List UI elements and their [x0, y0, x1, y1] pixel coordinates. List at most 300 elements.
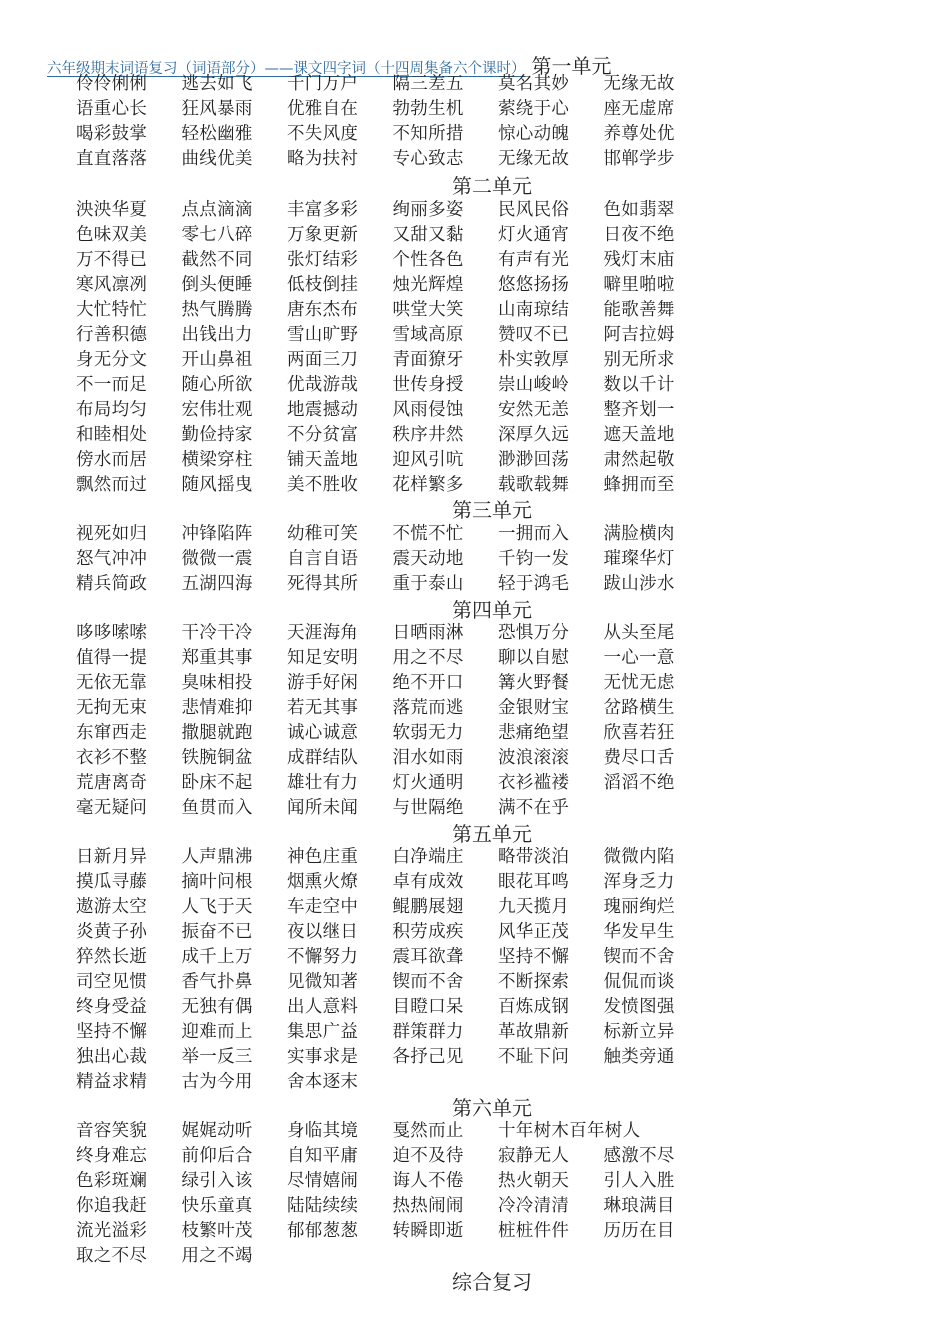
word-item: 不断探索 [498, 972, 570, 992]
word-item: 热气腾腾 [181, 300, 253, 320]
word-item: 低枝倒挂 [287, 275, 359, 295]
word-item: 浑身乏力 [603, 872, 675, 892]
word-item: 若无其事 [287, 698, 359, 718]
word-item: 从头至尾 [603, 623, 675, 643]
word-item: 枝繁叶茂 [181, 1221, 253, 1241]
word-item: 重于泰山 [392, 574, 464, 594]
word-item: 悲情难抑 [181, 698, 253, 718]
word-item: 日晒雨淋 [392, 623, 464, 643]
word-item [604, 1070, 710, 1095]
word-item: 截然不同 [181, 250, 253, 270]
word-item: 哆哆嗦嗦 [76, 623, 148, 643]
word-item: 华发早生 [603, 922, 675, 942]
word-item: 篝火野餐 [498, 673, 570, 693]
word-item: 衣衫不整 [76, 748, 148, 768]
word-item: 铁腕铜盆 [181, 748, 253, 768]
word-item: 赞叹不已 [498, 325, 570, 345]
word-item: 恐惧万分 [498, 623, 570, 643]
word-item: 积劳成疾 [392, 922, 464, 942]
word-item: 无忧无虑 [603, 673, 675, 693]
word-item: 震天动地 [392, 549, 464, 569]
word-item: 无独有偶 [181, 997, 253, 1017]
word-item: 历历在目 [603, 1221, 675, 1241]
word-item: 流光溢彩 [76, 1221, 148, 1241]
word-row [76, 572, 709, 597]
word-item: 轻松幽雅 [181, 124, 253, 144]
word-item: 郑重其事 [181, 648, 253, 668]
word-item: 布局均匀 [76, 400, 148, 420]
word-item: 微微内陷 [603, 847, 675, 867]
word-item: 地震撼动 [287, 400, 359, 420]
word-item: 万象更新 [287, 225, 359, 245]
unit-1-word-grid [76, 72, 709, 172]
word-item [393, 1244, 499, 1269]
word-item: 十年树木百年树人 [498, 1121, 641, 1141]
word-item: 热火朝天 [498, 1171, 570, 1191]
word-item: 满不在乎 [498, 798, 570, 818]
word-item: 毫无疑问 [76, 798, 148, 818]
word-item: 万不得已 [76, 250, 148, 270]
word-row [76, 895, 709, 920]
word-item [498, 1070, 604, 1095]
word-item: 绿引入该 [181, 1171, 253, 1191]
word-item: 逃去如飞 [181, 74, 253, 94]
word-item: 无缘无故 [603, 74, 675, 94]
word-item: 香气扑鼻 [181, 972, 253, 992]
word-item: 精益求精 [76, 1072, 148, 1092]
word-row [76, 223, 709, 248]
word-item: 宏伟壮观 [181, 400, 253, 420]
word-item: 绚丽多姿 [392, 200, 464, 220]
word-item: 傍水而居 [76, 450, 148, 470]
word-item: 又甜又黏 [392, 225, 464, 245]
word-row [76, 398, 709, 423]
word-item: 快乐童真 [181, 1196, 253, 1216]
word-item: 座无虚席 [603, 99, 675, 119]
word-item: 渺渺回荡 [498, 450, 570, 470]
word-item: 一心一意 [603, 648, 675, 668]
word-item: 曲线优美 [181, 149, 253, 169]
word-item: 游手好闲 [287, 673, 359, 693]
word-item: 铺天盖地 [287, 450, 359, 470]
word-item: 别无所求 [603, 350, 675, 370]
word-item: 无依无靠 [76, 673, 148, 693]
word-item: 引人入胜 [603, 1171, 675, 1191]
word-item: 倒头便睡 [181, 275, 253, 295]
word-item: 臭味相投 [181, 673, 253, 693]
word-item: 噼里啪啦 [603, 275, 675, 295]
word-item: 桩桩件件 [498, 1221, 570, 1241]
unit-5-word-grid [76, 845, 709, 1095]
word-item: 岔路横生 [603, 698, 675, 718]
word-item: 悲痛绝望 [498, 723, 570, 743]
unit-heading-4: 第四单元 [452, 598, 532, 622]
word-row [76, 348, 709, 373]
word-item: 不分贫富 [287, 425, 359, 445]
word-item: 标新立异 [603, 1022, 675, 1042]
word-item: 身临其境 [287, 1121, 359, 1141]
unit-2-word-grid [76, 198, 709, 498]
word-item: 群策群力 [392, 1022, 464, 1042]
word-item: 日夜不绝 [603, 225, 675, 245]
word-item: 九天揽月 [498, 897, 570, 917]
word-item: 崇山峻岭 [498, 375, 570, 395]
word-row [76, 1020, 709, 1045]
word-item: 日新月异 [76, 847, 148, 867]
word-item: 跋山涉水 [603, 574, 675, 594]
word-item: 成群结队 [287, 748, 359, 768]
word-item: 一拥而入 [498, 524, 570, 544]
word-item: 波浪滚滚 [498, 748, 570, 768]
word-item: 转瞬即逝 [392, 1221, 464, 1241]
word-row [76, 945, 709, 970]
word-item: 悠悠扬扬 [498, 275, 570, 295]
word-item: 触类旁通 [603, 1047, 675, 1067]
unit-heading-1: 第一单元 [531, 54, 612, 78]
word-item: 能歌善舞 [603, 300, 675, 320]
unit-heading-3: 第三单元 [452, 498, 532, 522]
word-item: 白净端庄 [392, 847, 464, 867]
word-item: 身无分文 [76, 350, 148, 370]
word-item: 千钧一发 [498, 549, 570, 569]
word-row [76, 423, 709, 448]
word-item: 用之不尽 [392, 648, 464, 668]
word-item: 五湖四海 [181, 574, 253, 594]
unit-heading-6: 第六单元 [452, 1096, 532, 1120]
word-item: 秩序井然 [392, 425, 464, 445]
word-item: 泱泱华夏 [76, 200, 148, 220]
word-item: 不失风度 [287, 124, 359, 144]
unit-6-word-grid [76, 1119, 709, 1269]
word-item: 古为今用 [181, 1072, 253, 1092]
word-item: 实事求是 [287, 1047, 359, 1067]
word-item: 隔三差五 [392, 74, 464, 94]
word-item: 雪山旷野 [287, 325, 359, 345]
word-row [76, 122, 709, 147]
word-row [76, 97, 709, 122]
word-item: 伶伶俐俐 [76, 74, 148, 94]
word-item: 不懈努力 [287, 947, 359, 967]
word-item: 震耳欲聋 [392, 947, 464, 967]
word-item: 费尽口舌 [603, 748, 675, 768]
word-item: 你追我赶 [76, 1196, 148, 1216]
word-item: 勤俭持家 [181, 425, 253, 445]
word-row [76, 970, 709, 995]
unit-3-word-grid [76, 522, 709, 597]
word-item: 眼花耳鸣 [498, 872, 570, 892]
word-item: 戛然而止 [392, 1121, 464, 1141]
word-row [76, 696, 709, 721]
word-item [604, 1244, 710, 1269]
word-row [76, 373, 709, 398]
word-item: 与世隔绝 [392, 798, 464, 818]
word-item: 喝彩鼓掌 [76, 124, 148, 144]
word-item: 专心致志 [392, 149, 464, 169]
word-item: 独出心裁 [76, 1047, 148, 1067]
word-item: 干冷干冷 [181, 623, 253, 643]
word-item: 天涯海角 [287, 623, 359, 643]
word-item: 卧床不起 [181, 773, 253, 793]
word-item: 青面獠牙 [392, 350, 464, 370]
word-item: 直直落落 [76, 149, 148, 169]
word-item: 色如翡翠 [603, 200, 675, 220]
word-item: 百炼成钢 [498, 997, 570, 1017]
word-item: 各抒己见 [392, 1047, 464, 1067]
word-row [76, 547, 709, 572]
word-item: 出人意料 [287, 997, 359, 1017]
word-item: 金银财宝 [498, 698, 570, 718]
word-item: 萦绕于心 [498, 99, 570, 119]
word-item: 滔滔不绝 [603, 773, 675, 793]
word-item: 炎黄子孙 [76, 922, 148, 942]
word-item: 千门万户 [287, 74, 359, 94]
word-item: 色味双美 [76, 225, 148, 245]
word-item: 轻于鸿毛 [498, 574, 570, 594]
word-item: 泪水如雨 [392, 748, 464, 768]
word-item: 怒气冲冲 [76, 549, 148, 569]
word-item: 不耻下问 [498, 1047, 570, 1067]
word-item [393, 1070, 499, 1095]
word-item: 东窜西走 [76, 723, 148, 743]
word-item: 飘然而过 [76, 475, 148, 495]
word-row [76, 995, 709, 1020]
word-item: 迫不及待 [392, 1146, 464, 1166]
word-item: 闻所未闻 [287, 798, 359, 818]
word-item: 舍本逐末 [287, 1072, 359, 1092]
unit-4-word-grid [76, 621, 709, 821]
word-item: 寂静无人 [498, 1146, 570, 1166]
word-item: 风雨侵蚀 [392, 400, 464, 420]
word-item: 灯火通明 [392, 773, 464, 793]
word-item: 鲲鹏展翅 [392, 897, 464, 917]
word-row [76, 1070, 709, 1095]
word-item: 民风民俗 [498, 200, 570, 220]
word-item: 和睦相处 [76, 425, 148, 445]
word-item: 猝然长逝 [76, 947, 148, 967]
word-item: 陆陆续续 [287, 1196, 359, 1216]
word-row [76, 72, 709, 97]
word-item: 见微知著 [287, 972, 359, 992]
word-item: 烛光辉煌 [392, 275, 464, 295]
word-item: 随风摇曳 [181, 475, 253, 495]
word-row [76, 198, 709, 223]
word-item: 美不胜收 [287, 475, 359, 495]
word-row [76, 473, 709, 498]
word-item: 优雅自在 [287, 99, 359, 119]
word-item: 振奋不已 [181, 922, 253, 942]
word-item: 撒腿就跑 [181, 723, 253, 743]
word-item: 不慌不忙 [392, 524, 464, 544]
word-item: 两面三刀 [287, 350, 359, 370]
word-item: 坚持不懈 [498, 947, 570, 967]
word-item: 精兵简政 [76, 574, 148, 594]
word-item: 深厚久远 [498, 425, 570, 445]
word-item: 灯火通宵 [498, 225, 570, 245]
word-item: 革故鼎新 [498, 1022, 570, 1042]
word-item: 出钱出力 [181, 325, 253, 345]
word-item: 花样繁多 [392, 475, 464, 495]
word-item [498, 1244, 604, 1269]
word-item: 坚持不懈 [76, 1022, 148, 1042]
word-item: 知足安明 [287, 648, 359, 668]
word-row [76, 870, 709, 895]
word-item: 自知平庸 [287, 1146, 359, 1166]
word-item: 大忙特忙 [76, 300, 148, 320]
word-item: 雪域高原 [392, 325, 464, 345]
word-item: 朴实敦厚 [498, 350, 570, 370]
word-item: 横梁穿柱 [181, 450, 253, 470]
word-item: 莫名其妙 [498, 74, 570, 94]
word-item: 略带淡泊 [498, 847, 570, 867]
word-item: 热热闹闹 [392, 1196, 464, 1216]
word-item: 娓娓动听 [181, 1121, 253, 1141]
word-row [76, 721, 709, 746]
word-item: 取之不尽 [76, 1246, 148, 1266]
word-item: 丰富多彩 [287, 200, 359, 220]
word-item: 死得其所 [287, 574, 359, 594]
word-item: 侃侃而谈 [603, 972, 675, 992]
word-item: 感激不尽 [603, 1146, 675, 1166]
word-item: 终身难忘 [76, 1146, 148, 1166]
word-item: 惊心动魄 [498, 124, 570, 144]
word-item: 略为扶衬 [287, 149, 359, 169]
word-row [76, 796, 709, 821]
word-item: 鱼贯而入 [181, 798, 253, 818]
word-item: 车走空中 [287, 897, 359, 917]
word-item: 无缘无故 [498, 149, 570, 169]
word-item: 用之不竭 [181, 1246, 253, 1266]
unit-heading-2: 第二单元 [452, 174, 532, 198]
word-row [76, 1219, 709, 1244]
word-item: 微微一震 [181, 549, 253, 569]
word-row [76, 1045, 709, 1070]
word-item: 目瞪口呆 [392, 997, 464, 1017]
word-item: 点点滴滴 [181, 200, 253, 220]
word-item: 幼稚可笑 [287, 524, 359, 544]
word-item: 哄堂大笑 [392, 300, 464, 320]
word-item: 人声鼎沸 [181, 847, 253, 867]
word-item: 摸瓜寻藤 [76, 872, 148, 892]
word-item: 开山鼻祖 [181, 350, 253, 370]
word-item: 锲而不舍 [392, 972, 464, 992]
word-row [76, 845, 709, 870]
word-item: 举一反三 [181, 1047, 253, 1067]
word-item: 卓有成效 [392, 872, 464, 892]
word-item: 落荒而逃 [392, 698, 464, 718]
word-item: 雄壮有力 [287, 773, 359, 793]
word-item: 优哉游哉 [287, 375, 359, 395]
word-row [76, 1119, 709, 1144]
word-item: 唐东杰布 [287, 300, 359, 320]
word-item: 邯郸学步 [603, 149, 675, 169]
word-row [76, 448, 709, 473]
word-item: 夜以继日 [287, 922, 359, 942]
word-item: 残灯末庙 [603, 250, 675, 270]
word-item: 风华正茂 [498, 922, 570, 942]
word-item: 勃勃生机 [392, 99, 464, 119]
word-item: 绝不开口 [392, 673, 464, 693]
word-item: 衣衫褴褛 [498, 773, 570, 793]
word-item: 无拘无束 [76, 698, 148, 718]
word-item: 零七八碎 [181, 225, 253, 245]
word-item: 个性各色 [392, 250, 464, 270]
word-row [76, 147, 709, 172]
word-item: 音容笑貌 [76, 1121, 148, 1141]
review-heading: 综合复习 [452, 1270, 532, 1294]
word-item: 不一而足 [76, 375, 148, 395]
word-item: 狂风暴雨 [181, 99, 253, 119]
word-item: 养尊处优 [603, 124, 675, 144]
word-row [76, 248, 709, 273]
word-item: 寒风凛冽 [76, 275, 148, 295]
word-item: 人飞于天 [181, 897, 253, 917]
word-row [76, 273, 709, 298]
word-item: 冷冷清清 [498, 1196, 570, 1216]
word-item: 尽情嬉闹 [287, 1171, 359, 1191]
word-item: 前仰后合 [181, 1146, 253, 1166]
word-item: 诲人不倦 [392, 1171, 464, 1191]
word-item: 世传身授 [392, 375, 464, 395]
word-item: 不知所措 [392, 124, 464, 144]
word-item: 迎风引吭 [392, 450, 464, 470]
word-item: 聊以自慰 [498, 648, 570, 668]
word-row [76, 1244, 709, 1269]
word-row [76, 1169, 709, 1194]
word-item: 值得一提 [76, 648, 148, 668]
word-item: 山南琼结 [498, 300, 570, 320]
unit-heading-5: 第五单元 [452, 822, 532, 846]
word-item [287, 1244, 393, 1269]
word-item: 荒唐离奇 [76, 773, 148, 793]
word-item: 肃然起敬 [603, 450, 675, 470]
word-item: 随心所欲 [181, 375, 253, 395]
word-row [76, 671, 709, 696]
word-item: 璀璨华灯 [603, 549, 675, 569]
word-item [604, 796, 710, 821]
word-item: 烟熏火燎 [287, 872, 359, 892]
word-item: 发愤图强 [603, 997, 675, 1017]
word-item: 满脸横肉 [603, 524, 675, 544]
word-item: 视死如归 [76, 524, 148, 544]
word-row [76, 646, 709, 671]
word-row [76, 1144, 709, 1169]
word-item: 语重心长 [76, 99, 148, 119]
word-item: 终身受益 [76, 997, 148, 1017]
word-item: 郁郁葱葱 [287, 1221, 359, 1241]
word-row [76, 323, 709, 348]
word-item: 数以千计 [603, 375, 675, 395]
word-item: 瑰丽绚烂 [603, 897, 675, 917]
word-item: 锲而不舍 [603, 947, 675, 967]
word-item: 张灯结彩 [287, 250, 359, 270]
word-row [76, 771, 709, 796]
word-item: 阿吉拉姆 [603, 325, 675, 345]
word-item: 遨游太空 [76, 897, 148, 917]
word-item: 迎难而上 [181, 1022, 253, 1042]
word-item: 司空见惯 [76, 972, 148, 992]
word-item: 有声有光 [498, 250, 570, 270]
word-item: 神色庄重 [287, 847, 359, 867]
word-item: 色彩斑斓 [76, 1171, 148, 1191]
word-item: 摘叶问根 [181, 872, 253, 892]
word-row [76, 621, 709, 646]
word-item: 自言自语 [287, 549, 359, 569]
word-item: 诚心诚意 [287, 723, 359, 743]
word-item: 成千上万 [181, 947, 253, 967]
word-item: 欣喜若狂 [603, 723, 675, 743]
word-item: 行善积德 [76, 325, 148, 345]
word-item: 琳琅满目 [603, 1196, 675, 1216]
